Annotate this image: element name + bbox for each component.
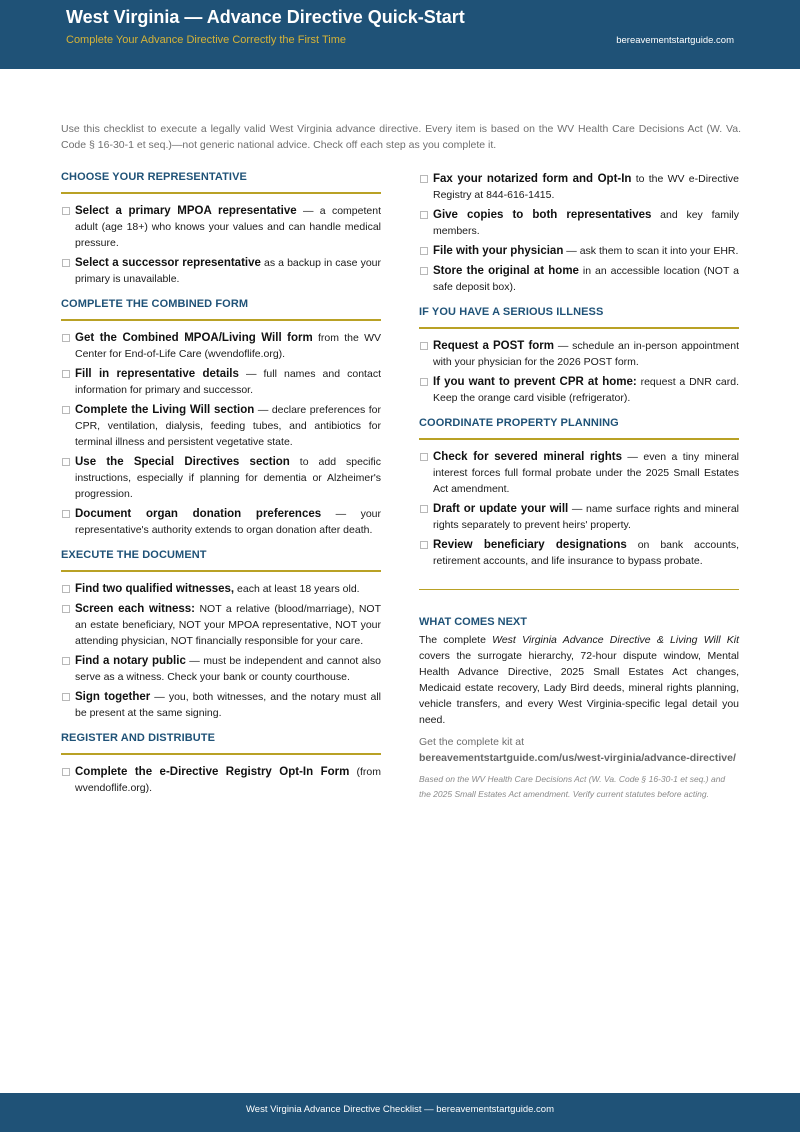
item-detail: request a DNR card. Keep the orange card visible (refrigerator).: [433, 376, 740, 404]
section-combined-form: [61, 298, 381, 538]
page-title: West Virginia — Advance Directive Quick-Start: [66, 7, 465, 27]
footer-text: West Virginia Advance Directive Checklist — bereavementstartguide.com: [245, 1104, 554, 1115]
section-heading: REGISTER AND DISTRIBUTE: [61, 732, 381, 755]
checklist-item: [61, 506, 381, 538]
checklist-item: [61, 203, 381, 251]
checklist-item: [419, 263, 739, 295]
section-choose-representative: [61, 171, 381, 287]
section-register-distribute: [61, 732, 381, 796]
page-header: [0, 0, 800, 69]
checklist-item: [419, 338, 739, 370]
section-serious-illness: [419, 306, 739, 406]
section-heading: COMPLETE THE COMBINED FORM: [61, 298, 381, 321]
item-detail: (from wvendoflife.org).: [75, 766, 381, 794]
checkbox[interactable]: [62, 334, 70, 342]
item-title: Use the Special Directives section: [75, 456, 290, 468]
section-execute-document: [61, 549, 381, 721]
checkbox[interactable]: [420, 453, 428, 461]
item-title: Document organ donation preferences: [75, 508, 322, 520]
checkbox[interactable]: [420, 247, 428, 255]
checkbox[interactable]: [420, 175, 428, 183]
item-detail: — your representative's authority extends to organ donation after death.: [75, 508, 381, 536]
checklist-item: [61, 366, 381, 398]
checkbox[interactable]: [62, 657, 70, 665]
page-footer: [0, 1093, 800, 1132]
checkbox[interactable]: [420, 342, 428, 350]
checkbox[interactable]: [62, 768, 70, 776]
checkbox[interactable]: [420, 267, 428, 275]
checkbox[interactable]: [62, 510, 70, 518]
section-property-planning: [419, 417, 739, 569]
item-title: Draft or update your will: [433, 503, 569, 515]
checkbox[interactable]: [420, 378, 428, 386]
item-title: Fill in representative details: [75, 368, 239, 380]
item-title: Complete the e-Directive Registry Opt-In Form: [75, 766, 350, 778]
checklist-item: [61, 330, 381, 362]
item-detail: — you, both witnesses, and the notary must all be present at the same signing.: [75, 691, 381, 719]
next-heading: WHAT COMES NEXT: [419, 616, 527, 628]
item-detail: — ask them to scan it into your EHR.: [563, 245, 739, 257]
item-detail: — even a tiny mineral interest forces full formal probate under the 2025 Small Estates Act amendment.: [433, 451, 739, 495]
item-detail: each at least 18 years old.: [234, 583, 360, 595]
checkbox[interactable]: [62, 370, 70, 378]
item-title: Select a primary MPOA representative: [75, 205, 297, 217]
item-title: Complete the Living Will section: [75, 404, 255, 416]
checkbox[interactable]: [62, 605, 70, 613]
section-heading: EXECUTE THE DOCUMENT: [61, 549, 381, 572]
item-detail: — schedule an in-person appointment with your physician for the 2026 POST form.: [433, 340, 739, 368]
checkbox[interactable]: [62, 693, 70, 701]
checklist-item: [419, 171, 739, 203]
header-site: bereavementstartguide.com: [616, 35, 734, 46]
section-heading: IF YOU HAVE A SERIOUS ILLNESS: [419, 306, 739, 329]
kit-name: West Virginia Advance Directive & Living Will Kit: [492, 634, 739, 646]
checkbox[interactable]: [420, 541, 428, 549]
section-divider: [419, 589, 739, 590]
checklist-item: [61, 689, 381, 721]
item-title: File with your physician: [433, 245, 564, 257]
item-title: Request a POST form: [433, 340, 554, 352]
left-column: [61, 171, 381, 807]
checklist-item: [61, 255, 381, 287]
item-detail: on bank accounts, retirement accounts, and life insurance to bypass probate.: [433, 539, 739, 567]
source-note: Based on the WV Health Care Decisions Act (W. Va. Code § 16-30-1 et seq.) and the 2025 Small Estates Act amendment. Verify current statutes before acting.: [419, 774, 726, 799]
item-title: If you want to prevent CPR at home:: [433, 376, 637, 388]
checklist-item: [61, 601, 381, 649]
next-body-post: covers the surrogate hierarchy, 72-hour dispute window, Mental Health Advance Directive, 2025 Small Estates Act changes, Medicaid estate recovery, Lady Bird deeds, mineral rights planning, vehicle transfers, and every West Virginia-specific legal detail you need.: [419, 650, 739, 726]
checklist-item: [419, 501, 739, 533]
item-title: Store the original at home: [433, 265, 579, 277]
kit-label: Get the complete kit at: [419, 736, 525, 748]
page-subtitle: Complete Your Advance Directive Correctly the First Time: [66, 34, 347, 46]
item-title: Sign together: [75, 691, 151, 703]
section-heading: CHOOSE YOUR REPRESENTATIVE: [61, 171, 381, 194]
item-title: Screen each witness:: [75, 603, 196, 615]
next-body: [419, 632, 739, 728]
item-detail: in an accessible location (NOT a safe deposit box).: [433, 265, 739, 293]
what-comes-next: [419, 616, 739, 802]
checklist-item: [419, 449, 739, 497]
checkbox[interactable]: [62, 406, 70, 414]
checklist-item: [61, 402, 381, 450]
item-title: Get the Combined MPOA/Living Will form: [75, 332, 313, 344]
checkbox[interactable]: [420, 505, 428, 513]
item-detail: — name surface rights and mineral rights separately to prevent heirs' property.: [433, 503, 740, 531]
item-title: Find a notary public: [75, 655, 186, 667]
item-title: Check for severed mineral rights: [433, 451, 622, 463]
checklist-item: [419, 537, 739, 569]
item-detail: and key family members.: [433, 209, 740, 237]
checklist-item: [419, 374, 739, 406]
section-heading: COORDINATE PROPERTY PLANNING: [419, 417, 739, 440]
item-detail: — must be independent and cannot also serve as a witness. Check your bank or county courthouse.: [75, 655, 381, 683]
checklist-item: [61, 764, 381, 796]
item-title: Review beneficiary designations: [433, 539, 627, 551]
right-column: [419, 171, 739, 802]
item-title: Find two qualified witnesses,: [75, 583, 235, 595]
item-detail: — declare preferences for CPR, ventilation, dialysis, feeding tubes, and antibiotics for terminal illness and persistent vegetative state.: [75, 404, 382, 448]
checklist-item: [419, 207, 739, 239]
checklist-item: [61, 454, 381, 502]
checkbox[interactable]: [62, 585, 70, 593]
item-title: Give copies to both representatives: [433, 209, 652, 221]
item-detail: to add specific instructions, especially if planning for dementia or Alzheimer's progression.: [75, 456, 382, 500]
item-detail: — a competent adult (age 18+) who knows your values and can handle medical pressure.: [75, 205, 381, 249]
intro-text: Use this checklist to execute a legally valid West Virginia advance directive. Every item is based on the WV Health Care Decisions Act (W. Va. Code § 16-30-1 et seq.)—not generic national advice. Check off each step as you complete it.: [61, 123, 741, 151]
section-register-continued: [419, 171, 739, 295]
checkbox[interactable]: [62, 207, 70, 215]
checkbox[interactable]: [62, 458, 70, 466]
kit-link[interactable]: bereavementstartguide.com/us/west-virginia/advance-directive/: [419, 752, 736, 764]
checklist-item: [419, 243, 739, 259]
item-detail: NOT a relative (blood/marriage), NOT an estate beneficiary, NOT your MPOA representative, NOT your attending physician, NOT financially responsible for your care.: [75, 603, 381, 647]
item-detail: from the WV Center for End-of-Life Care (wvendoflife.org).: [75, 332, 381, 360]
checkbox[interactable]: [420, 211, 428, 219]
next-body-pre: The complete: [419, 634, 493, 646]
checklist-item: [61, 581, 381, 597]
item-detail: to the WV e-Directive Registry at 844-616-1415.: [433, 173, 739, 201]
item-title: Select a successor representative: [75, 257, 261, 269]
item-detail: as a backup in case your primary is unavailable.: [75, 257, 381, 285]
item-detail: — full names and contact information for primary and successor.: [75, 368, 381, 396]
item-title: Fax your notarized form and Opt-In: [433, 173, 632, 185]
checklist-item: [61, 653, 381, 685]
checkbox[interactable]: [62, 259, 70, 267]
